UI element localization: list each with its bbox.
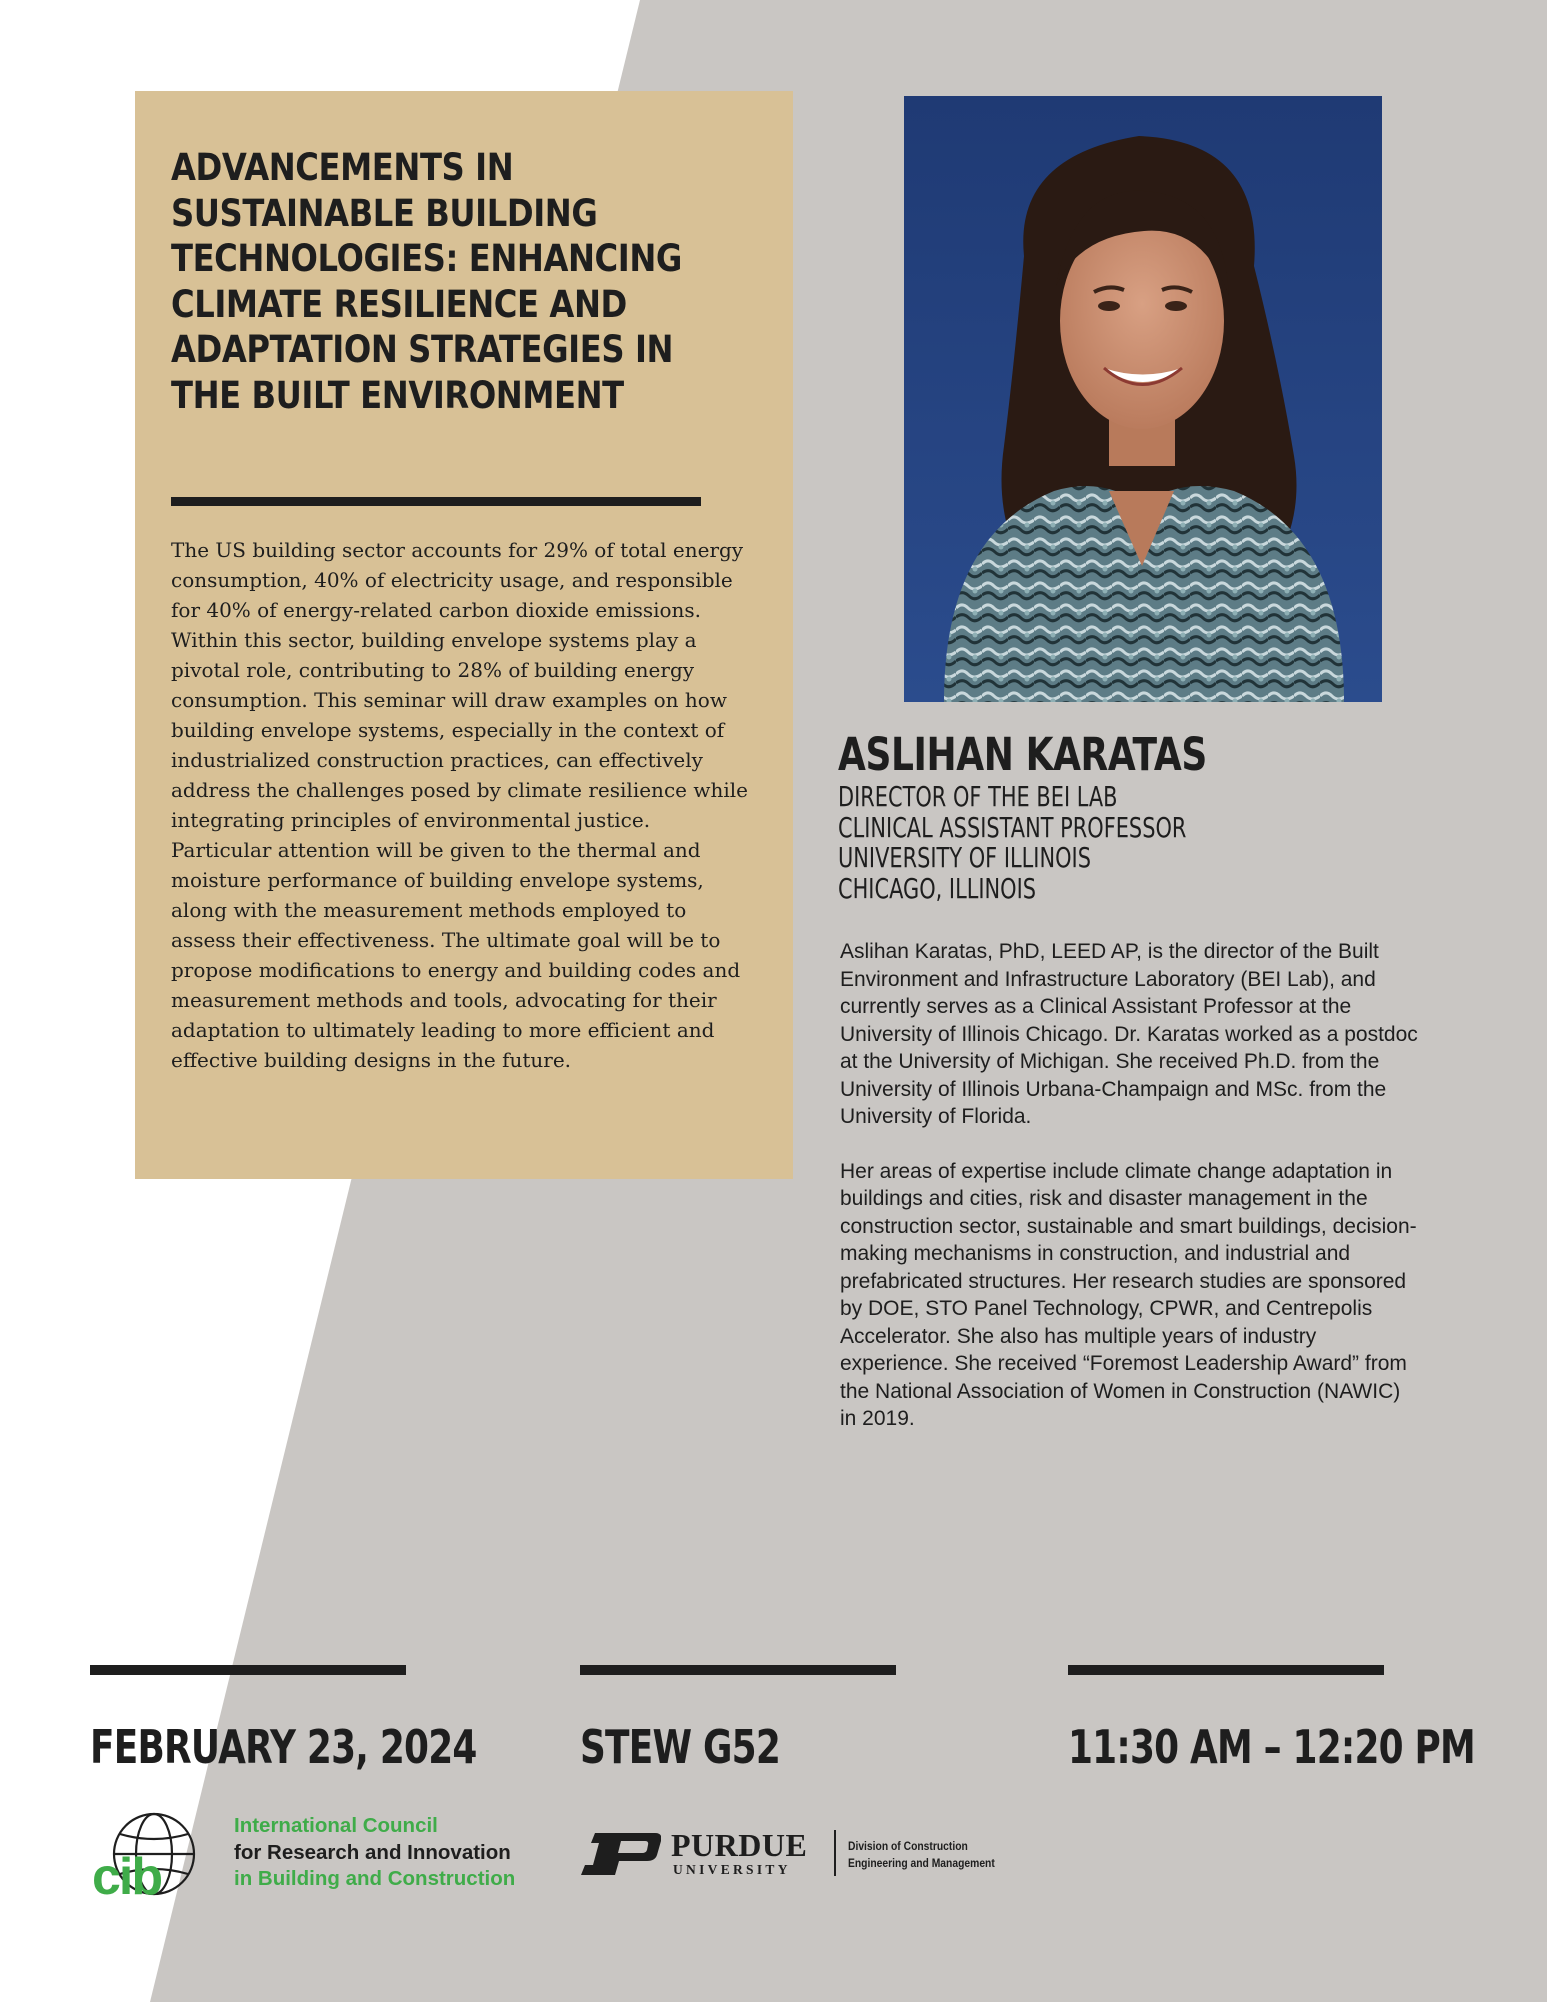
cib-name-line: for Research and Innovation (234, 1840, 511, 1864)
speaker-photo (904, 96, 1382, 702)
event-time: 11:30 AM – 12:20 PM (1068, 1720, 1475, 1774)
title-line: SUSTAINABLE BUILDING (171, 190, 598, 235)
division-name (848, 1838, 995, 1872)
speaker-title-line: DIRECTOR OF THE BEI LAB (838, 781, 1118, 813)
event-date: FEBRUARY 23, 2024 (90, 1720, 477, 1774)
abstract-panel (135, 91, 793, 1179)
title-line: THE BUILT ENVIRONMENT (171, 372, 624, 417)
purdue-university-label: UNIVERSITY (673, 1862, 791, 1877)
speaker-title-line: UNIVERSITY OF ILLINOIS (838, 842, 1091, 874)
event-location: STEW G52 (580, 1720, 781, 1774)
seminar-title (171, 145, 749, 418)
speaker-name: ASLIHAN KARATAS (838, 728, 1207, 781)
cib-name (234, 1813, 574, 1893)
title-line: TECHNOLOGIES: ENHANCING (171, 236, 682, 280)
purdue-wordmark: PURDUE (671, 1827, 808, 1863)
cib-name-line: International Council (234, 1814, 438, 1837)
division-line: Division of Construction (848, 1839, 968, 1853)
division-line: Engineering and Management (848, 1856, 995, 1870)
cib-mark-text: cib (92, 1848, 162, 1902)
speaker-title-line: CLINICAL ASSISTANT PROFESSOR (838, 811, 1187, 844)
location-divider (580, 1665, 896, 1675)
speaker-titles (838, 782, 1203, 904)
logo-divider (834, 1830, 836, 1876)
purdue-p-icon (581, 1833, 661, 1875)
speaker-bio (840, 938, 1422, 1460)
cib-logo (92, 1812, 217, 1902)
title-line: ADAPTATION STRATEGIES IN (171, 327, 674, 371)
title-divider (171, 497, 701, 506)
date-divider (90, 1665, 406, 1675)
speaker-title-line: CHICAGO, ILLINOIS (838, 872, 1037, 905)
cib-name-line: in Building and Construction (234, 1867, 516, 1890)
bio-paragraph: Her areas of expertise include climate change adaptation in buildings and cities, risk and disaster management in the construction sector, sustainable and smart buildings, decision-making mechanisms in construction, and industrial and prefabricated structures. Her research studies are sponsored by DOE, STO Panel Technology, CPWR, and Centrepolis Accelerator. She also has multiple years of industry experience. She received “Foremost Leadership Award” from the National Association of Women in Construction (NAWIC) in 2019. (840, 1159, 1417, 1430)
title-line: CLIMATE RESILIENCE AND (171, 281, 627, 326)
title-line: ADVANCEMENTS IN (171, 145, 514, 189)
time-divider (1068, 1665, 1384, 1675)
seminar-abstract: The US building sector accounts for 29% of total energy consumption, 40% of electricity usage, and responsible for 40% of energy-related carbon dioxide emissions. Within this sector, building envelope systems play a pivotal role, contributing to 28% of building energy consumption. This seminar will draw examples on how building envelope systems, especially in the context of industrialized construction practices, can effectively address the challenges posed by climate resilience while integrating principles of environmental justice. Particular attention will be given to the thermal and moisture performance of building envelope systems, along with the measurement methods employed to assess their effectiveness. The ultimate goal will be to propose modifications to energy and building codes and measurement methods and tools, advocating for their adaptation to ultimately leading to more efficient and effective building designs in the future. (171, 538, 748, 1072)
bio-paragraph: Aslihan Karatas, PhD, LEED AP, is the director of the Built Environment and Infrastructure Laboratory (BEI Lab), and currently serves as a Clinical Assistant Professor at the University of Illinois Chicago. Dr. Karatas worked as a postdoc at the University of Michigan. She received Ph.D. from the University of Illinois Urbana-Champaign and MSc. from the University of Florida. (840, 940, 1418, 1128)
